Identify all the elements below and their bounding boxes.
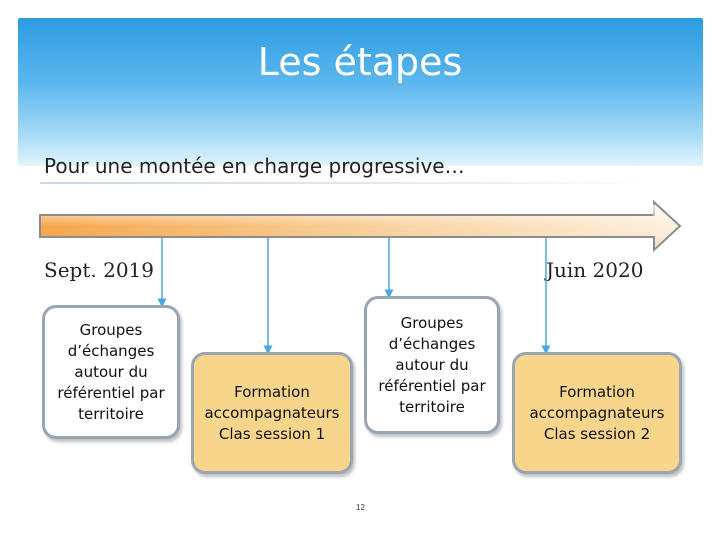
subtitle-underline	[40, 182, 660, 184]
page-title: Les étapes	[257, 40, 463, 84]
step-box-2: Formation accompagnateurs Clas session 1	[191, 352, 353, 474]
page-number: 12	[356, 503, 365, 512]
step-box-3: Groupes d’échanges autour du référentiel par territoire	[364, 296, 500, 434]
timeline-arrow	[36, 198, 686, 254]
date-end-label: Juin 2020	[546, 258, 644, 282]
date-start-label: Sept. 2019	[44, 258, 154, 282]
subtitle: Pour une montée en charge progressive…	[44, 154, 465, 178]
step-box-4: Formation accompagnateurs Clas session 2	[512, 352, 682, 474]
step-box-1: Groupes d’échanges autour du référentiel par territoire	[42, 305, 180, 439]
